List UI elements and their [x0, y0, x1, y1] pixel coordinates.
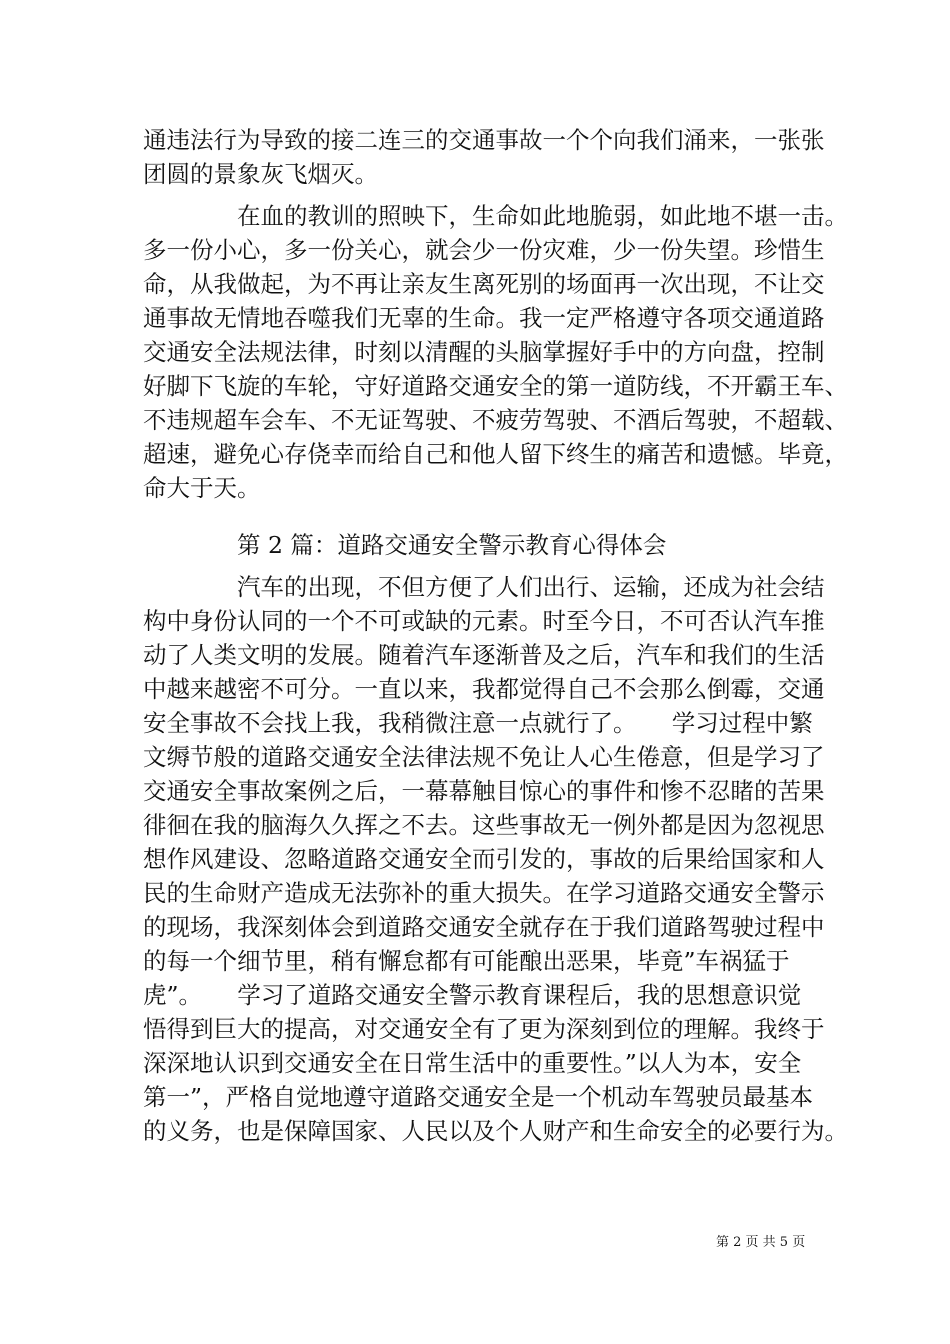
text-line: 动了人类文明的发展。随着汽车逐渐普及之后，汽车和我们的生活 [143, 641, 825, 669]
text-line: 超速，避免心存侥幸而给自己和他人留下终生的痛苦和遗憾。毕竟， [143, 440, 848, 468]
text-line: 安全事故不会找上我，我稍微注意一点就行了。 学习过程中繁 [143, 709, 813, 737]
text-line: 深深地认识到交通安全在日常生活中的重要性。”以人为本，安全 [143, 1049, 802, 1077]
text-line: 通事故无情地吞噬我们无辜的生命。我一定严格遵守各项交通道路 [143, 304, 825, 332]
text-line: 构中身份认同的一个不可或缺的元素。时至今日，不可否认汽车推 [143, 607, 825, 635]
text-line: 想作风建设、忽略道路交通安全而引发的，事故的后果给国家和人 [143, 845, 825, 873]
text-line: 团圆的景象灰飞烟灭。 [143, 160, 378, 188]
section-heading: 第 2 篇：道路交通安全警示教育心得体会 [143, 531, 667, 559]
text-line: 的义务，也是保障国家、人民以及个人财产和生命安全的必要行为。 [143, 1117, 848, 1145]
text-line: 命，从我做起，为不再让亲友生离死别的场面再一次出现，不让交 [143, 270, 825, 298]
text-line: 好脚下飞旋的车轮，守好道路交通安全的第一道防线，不开霸王车、 [143, 372, 848, 400]
text-line: 第一”，严格自觉地遵守道路交通安全是一个机动车驾驶员最基本 [143, 1083, 814, 1111]
text-line: 不违规超车会车、不无证驾驶、不疲劳驾驶、不酒后驾驶，不超载、 [143, 406, 848, 434]
text-line: 悟得到巨大的提高，对交通安全有了更为深刻到位的理解。我终于 [143, 1015, 825, 1043]
text-line: 多一份小心，多一份关心，就会少一份灾难，少一份失望。珍惜生 [143, 236, 825, 264]
text-line: 的每一个细节里，稍有懈怠都有可能酿出恶果，毕竟”车祸猛于 [143, 947, 790, 975]
text-line: 民的生命财产造成无法弥补的重大损失。在学习道路交通安全警示 [143, 879, 825, 907]
text-line: 虎”。 学习了道路交通安全警示教育课程后，我的思想意识觉 [143, 981, 802, 1009]
text-line: 交通安全事故案例之后，一幕幕触目惊心的事件和惨不忍睹的苦果 [143, 777, 825, 805]
text-line: 交通安全法规法律，时刻以清醒的头脑掌握好手中的方向盘，控制 [143, 338, 825, 366]
text-line: 命大于天。 [143, 474, 261, 502]
text-line: 的现场，我深刻体会到道路交通安全就存在于我们道路驾驶过程中 [143, 913, 825, 941]
text-line: 徘徊在我的脑海久久挥之不去。这些事故无一例外都是因为忽视思 [143, 811, 825, 839]
text-line: 在血的教训的照映下，生命如此地脆弱，如此地不堪一击。 [143, 202, 848, 230]
text-line: 通违法行为导致的接二连三的交通事故一个个向我们涌来，一张张 [143, 126, 825, 154]
page-footer: 第 2 页 共 5 页 [716, 1235, 806, 1250]
text-line: 中越来越密不可分。一直以来，我都觉得自己不会那么倒霉，交通 [143, 675, 825, 703]
text-line: 汽车的出现，不但方便了人们出行、运输，还成为社会结 [143, 573, 825, 601]
text-line: 文缛节般的道路交通安全法律法规不免让人心生倦意，但是学习了 [143, 743, 825, 771]
